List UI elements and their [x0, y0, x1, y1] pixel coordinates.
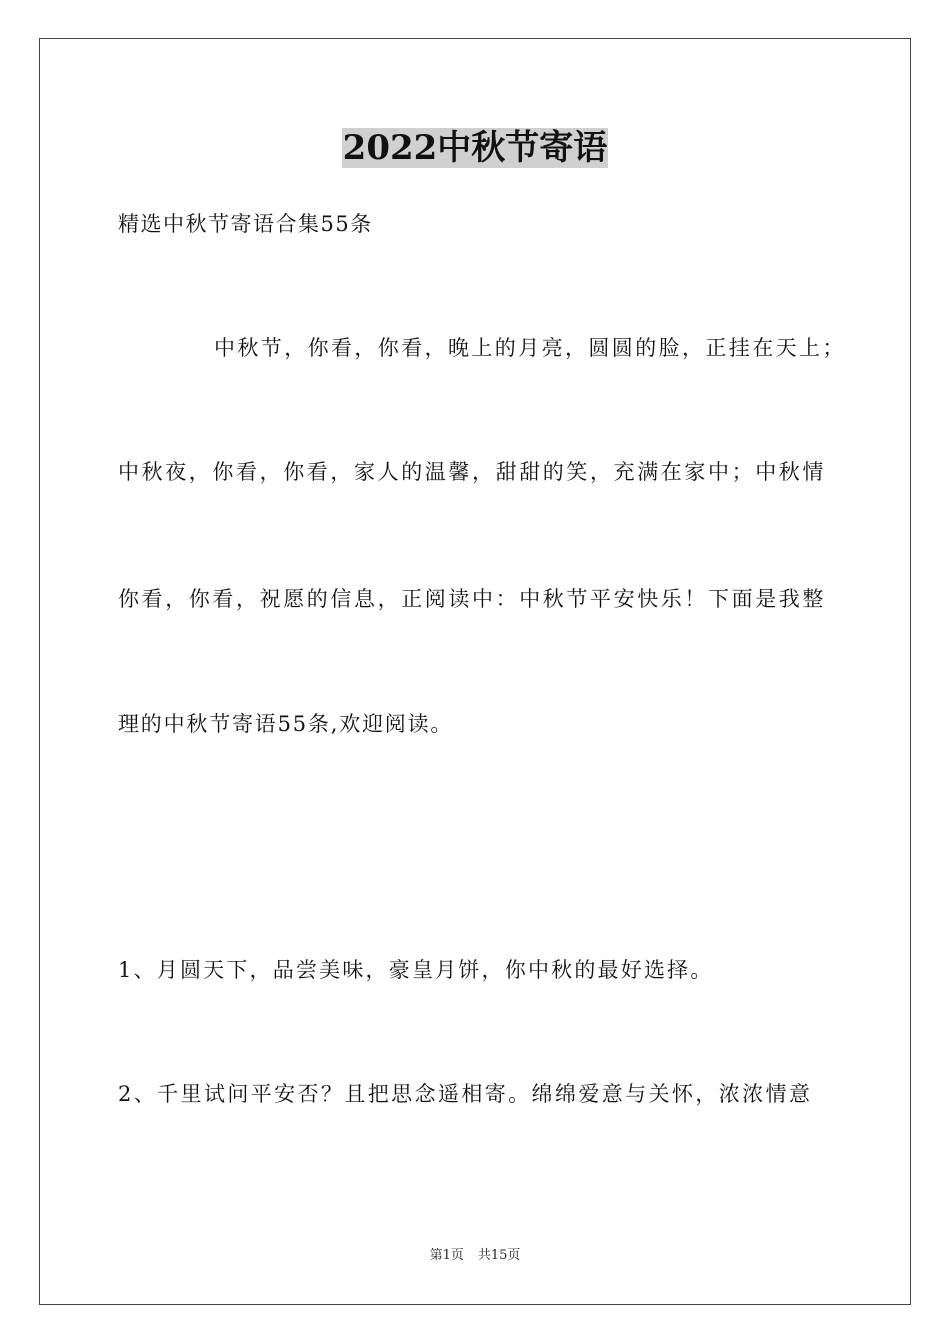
paragraph-line: 你看，你看，祝愿的信息，正阅读中：中秋节平安快乐！下面是我整: [118, 587, 826, 611]
paragraph-line: 中秋夜，你看，你看，家人的温馨，甜甜的笑，充满在家中；中秋情: [118, 460, 826, 484]
document-subtitle: 精选中秋节寄语合集55条: [118, 212, 373, 236]
page-number-current: 第1页: [429, 1248, 464, 1263]
page-number-total: 共15页: [477, 1248, 521, 1263]
paragraph-line: 中秋节，你看，你看，晚上的月亮，圆圆的脸，正挂在天上；: [214, 336, 846, 360]
document-title: 2022中秋节寄语: [342, 128, 608, 168]
page-footer: [0, 1248, 950, 1264]
list-item: 2、千里试问平安否？且把思念遥相寄。绵绵爱意与关怀，浓浓情意: [118, 1082, 813, 1106]
list-item: 1、月圆天下，品尝美味，豪皇月饼，你中秋的最好选择。: [118, 958, 714, 982]
title-container: [0, 128, 950, 168]
paragraph-line: 理的中秋节寄语55条,欢迎阅读。: [118, 712, 454, 736]
